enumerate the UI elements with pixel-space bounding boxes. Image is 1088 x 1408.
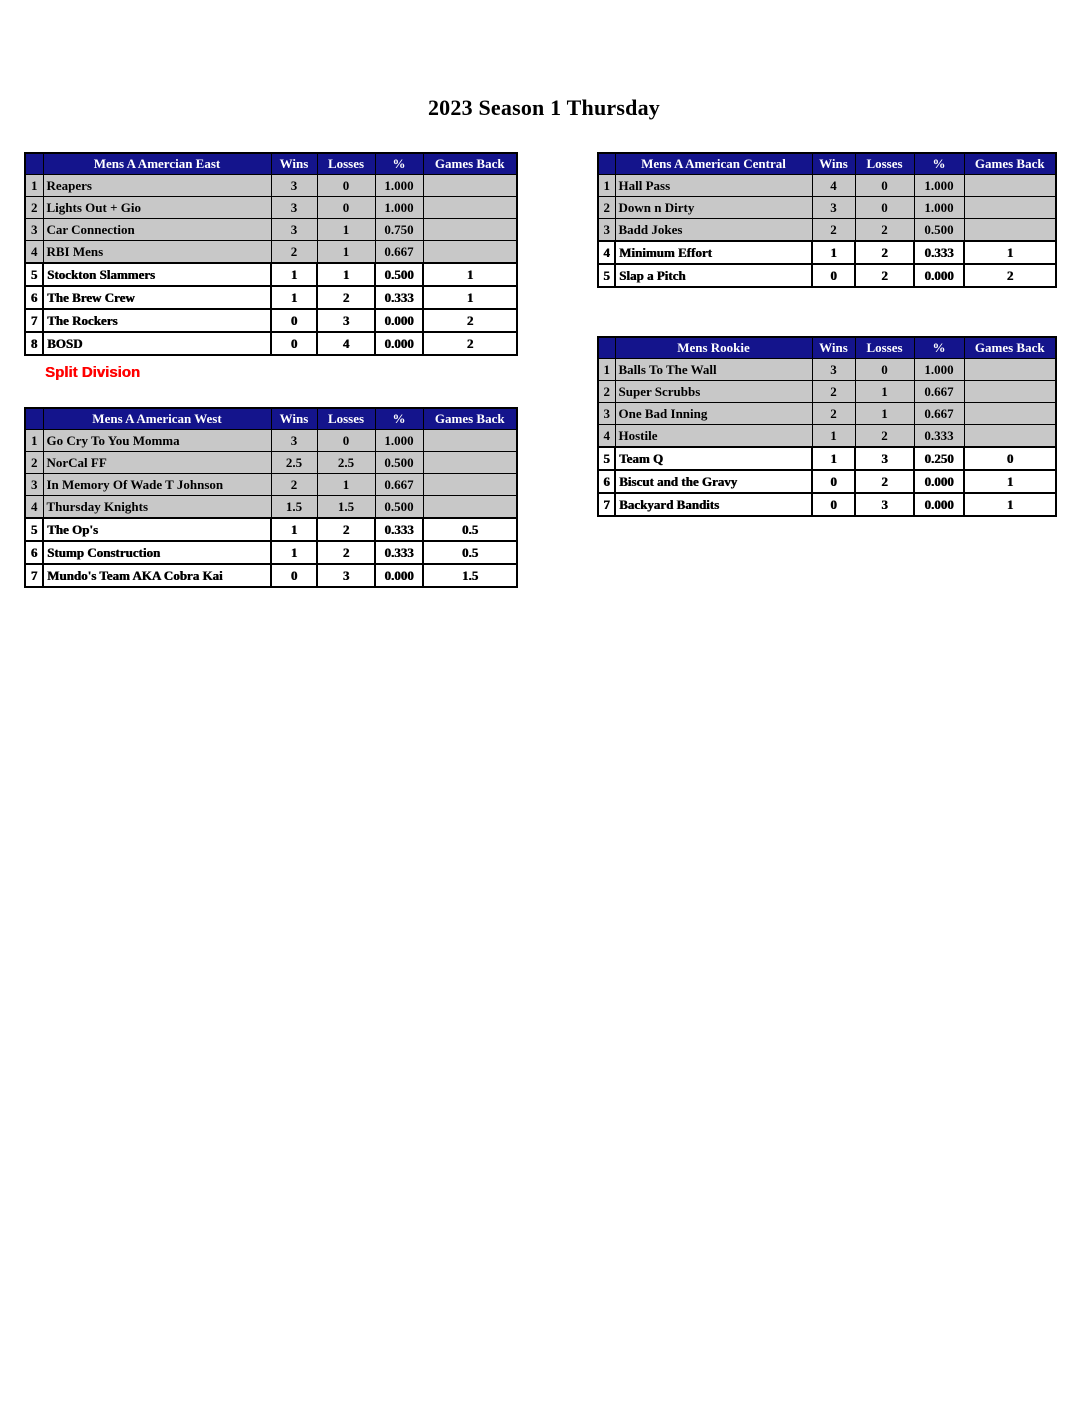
games-back-value — [423, 474, 517, 496]
rank-cell: 2 — [25, 452, 43, 474]
rank-cell: 1 — [25, 430, 43, 452]
losses-value: 1 — [855, 381, 914, 403]
wins-value: 3 — [271, 197, 317, 219]
pct-value: 0.000 — [375, 309, 423, 332]
standings-table-host-central — [597, 152, 1057, 288]
table-row — [598, 470, 1056, 493]
pct-value: 1.000 — [375, 175, 423, 197]
page-title: 2023 Season 1 Thursday — [427, 95, 660, 120]
table-row — [25, 263, 517, 286]
team-name: RBI Mens — [43, 241, 271, 264]
losses-value: 2 — [855, 425, 914, 448]
losses-column-header: Losses — [317, 408, 375, 430]
standings-table-host-east — [24, 152, 518, 356]
losses-value: 1 — [317, 241, 375, 264]
table-row — [25, 332, 517, 355]
pct-column-header: % — [914, 153, 964, 175]
team-name: Super Scrubbs — [615, 381, 812, 403]
pct-value: 0.500 — [375, 452, 423, 474]
table-row — [598, 493, 1056, 516]
wins-value: 0 — [271, 564, 317, 587]
games-back-value: 1 — [964, 241, 1056, 264]
rank-cell: 7 — [25, 564, 43, 587]
pct-value: 1.000 — [375, 430, 423, 452]
table-row — [598, 425, 1056, 448]
games-back-value — [964, 175, 1056, 197]
rank-cell: 2 — [598, 381, 615, 403]
games-back-value: 1.5 — [423, 564, 517, 587]
table-row — [598, 447, 1056, 470]
wins-value: 1 — [271, 263, 317, 286]
pct-value: 0.000 — [914, 470, 964, 493]
games-back-value: 1 — [423, 263, 517, 286]
rank-cell: 5 — [25, 518, 43, 541]
pct-value: 0.500 — [914, 219, 964, 242]
games-back-value: 1 — [964, 470, 1056, 493]
standings-table — [24, 152, 518, 356]
table-row — [25, 309, 517, 332]
games-back-value — [964, 381, 1056, 403]
standings-table — [24, 407, 518, 588]
table-row — [25, 197, 517, 219]
games-back-column-header: Games Back — [964, 337, 1056, 359]
team-name: Team Q — [615, 447, 812, 470]
wins-value: 2.5 — [271, 452, 317, 474]
rank-cell: 6 — [598, 470, 615, 493]
losses-value: 3 — [855, 447, 914, 470]
table-row — [25, 518, 517, 541]
wins-value: 4 — [812, 175, 855, 197]
games-back-value: 1 — [423, 286, 517, 309]
table-title: Mens A American Central — [615, 153, 812, 175]
losses-value: 2 — [855, 219, 914, 242]
games-back-value — [964, 403, 1056, 425]
team-name: Stockton Slammers — [43, 263, 271, 286]
wins-value: 2 — [271, 474, 317, 496]
rank-column-header — [598, 153, 615, 175]
pct-value: 0.250 — [914, 447, 964, 470]
losses-value: 1.5 — [317, 496, 375, 519]
losses-column-header: Losses — [317, 153, 375, 175]
pct-value: 0.750 — [375, 219, 423, 241]
games-back-value — [423, 241, 517, 264]
games-back-value: 2 — [964, 264, 1056, 287]
losses-value: 3 — [855, 493, 914, 516]
pct-value: 0.333 — [914, 241, 964, 264]
games-back-value — [964, 359, 1056, 381]
pct-column-header: % — [914, 337, 964, 359]
wins-column-header: Wins — [271, 408, 317, 430]
table-row — [598, 241, 1056, 264]
pct-value: 0.333 — [914, 425, 964, 448]
games-back-value: 0 — [964, 447, 1056, 470]
losses-value: 2 — [855, 241, 914, 264]
standings-header-row — [598, 153, 1056, 175]
table-row — [598, 403, 1056, 425]
pct-value: 1.000 — [914, 197, 964, 219]
wins-column-header: Wins — [812, 337, 855, 359]
losses-value: 0 — [317, 430, 375, 452]
rank-cell: 1 — [25, 175, 43, 197]
rank-cell: 2 — [25, 197, 43, 219]
losses-value: 1 — [317, 263, 375, 286]
team-name: Backyard Bandits — [615, 493, 812, 516]
split-division-label: Split Division — [45, 364, 141, 381]
games-back-value: 2 — [423, 332, 517, 355]
pct-value: 0.500 — [375, 263, 423, 286]
table-title: Mens A Amercian East — [43, 153, 271, 175]
pct-value: 0.667 — [914, 403, 964, 425]
wins-value: 0 — [271, 309, 317, 332]
games-back-value: 1 — [964, 493, 1056, 516]
standings-table — [597, 336, 1057, 517]
team-name: The Rockers — [43, 309, 271, 332]
wins-value: 1 — [271, 541, 317, 564]
games-back-column-header: Games Back — [964, 153, 1056, 175]
losses-value: 1 — [317, 219, 375, 241]
losses-value: 0 — [855, 359, 914, 381]
team-name: Hostile — [615, 425, 812, 448]
rank-cell: 3 — [598, 219, 615, 242]
losses-value: 2 — [855, 264, 914, 287]
wins-value: 3 — [271, 175, 317, 197]
pct-value: 0.000 — [914, 493, 964, 516]
wins-value: 0 — [812, 493, 855, 516]
pct-value: 0.333 — [375, 518, 423, 541]
pct-value: 0.333 — [375, 541, 423, 564]
team-name: The Brew Crew — [43, 286, 271, 309]
rank-cell: 5 — [598, 264, 615, 287]
wins-value: 3 — [271, 430, 317, 452]
games-back-value: 0.5 — [423, 518, 517, 541]
team-name: Hall Pass — [615, 175, 812, 197]
losses-value: 1 — [317, 474, 375, 496]
pct-value: 0.667 — [914, 381, 964, 403]
rank-column-header — [25, 153, 43, 175]
wins-value: 0 — [812, 264, 855, 287]
team-name: Stump Construction — [43, 541, 271, 564]
wins-value: 3 — [812, 359, 855, 381]
table-row — [25, 564, 517, 587]
losses-value: 1 — [855, 403, 914, 425]
team-name: Balls To The Wall — [615, 359, 812, 381]
games-back-value — [423, 197, 517, 219]
games-back-value — [423, 496, 517, 519]
table-row — [598, 197, 1056, 219]
wins-value: 2 — [271, 241, 317, 264]
table-row — [598, 359, 1056, 381]
table-row — [25, 541, 517, 564]
losses-column-header: Losses — [855, 337, 914, 359]
table-row — [25, 175, 517, 197]
games-back-value — [964, 197, 1056, 219]
wins-value: 2 — [812, 381, 855, 403]
wins-value: 3 — [271, 219, 317, 241]
team-name: Reapers — [43, 175, 271, 197]
wins-value: 1 — [271, 286, 317, 309]
table-row — [598, 219, 1056, 242]
team-name: Down n Dirty — [615, 197, 812, 219]
rank-cell: 6 — [25, 286, 43, 309]
rank-column-header — [25, 408, 43, 430]
pct-value: 0.500 — [375, 496, 423, 519]
wins-value: 0 — [812, 470, 855, 493]
rank-cell: 7 — [25, 309, 43, 332]
pct-value: 0.667 — [375, 474, 423, 496]
rank-cell: 2 — [598, 197, 615, 219]
pct-value: 1.000 — [375, 197, 423, 219]
rank-cell: 1 — [598, 359, 615, 381]
losses-value: 3 — [317, 309, 375, 332]
losses-value: 3 — [317, 564, 375, 587]
standings-table-host-west — [24, 407, 518, 588]
team-name: One Bad Inning — [615, 403, 812, 425]
wins-value: 1 — [271, 518, 317, 541]
rank-column-header — [598, 337, 615, 359]
games-back-value — [423, 452, 517, 474]
table-row — [598, 175, 1056, 197]
wins-column-header: Wins — [812, 153, 855, 175]
rank-cell: 3 — [598, 403, 615, 425]
standings-table-host-rookie — [597, 336, 1057, 517]
games-back-column-header: Games Back — [423, 408, 517, 430]
games-back-column-header: Games Back — [423, 153, 517, 175]
rank-cell: 3 — [25, 474, 43, 496]
losses-value: 2 — [855, 470, 914, 493]
wins-value: 1 — [812, 425, 855, 448]
losses-value: 4 — [317, 332, 375, 355]
losses-value: 0 — [855, 175, 914, 197]
standings-table — [597, 152, 1057, 288]
table-row — [598, 381, 1056, 403]
wins-value: 0 — [271, 332, 317, 355]
rank-cell: 4 — [598, 241, 615, 264]
rank-cell: 4 — [25, 496, 43, 519]
table-row — [25, 286, 517, 309]
losses-column-header: Losses — [855, 153, 914, 175]
team-name: Car Connection — [43, 219, 271, 241]
wins-value: 2 — [812, 219, 855, 242]
pct-value: 1.000 — [914, 359, 964, 381]
losses-value: 2 — [317, 541, 375, 564]
wins-value: 3 — [812, 197, 855, 219]
team-name: Minimum Effort — [615, 241, 812, 264]
team-name: Thursday Knights — [43, 496, 271, 519]
wins-value: 2 — [812, 403, 855, 425]
losses-value: 2 — [317, 286, 375, 309]
standings-header-row — [598, 337, 1056, 359]
pct-column-header: % — [375, 153, 423, 175]
team-name: Mundo's Team AKA Cobra Kai — [43, 564, 271, 587]
wins-value: 1.5 — [271, 496, 317, 519]
rank-cell: 6 — [25, 541, 43, 564]
losses-value: 0 — [855, 197, 914, 219]
table-row — [598, 264, 1056, 287]
pct-column-header: % — [375, 408, 423, 430]
team-name: BOSD — [43, 332, 271, 355]
losses-value: 0 — [317, 175, 375, 197]
standings-header-row — [25, 408, 517, 430]
pct-value: 0.000 — [914, 264, 964, 287]
losses-value: 0 — [317, 197, 375, 219]
table-row — [25, 430, 517, 452]
rank-cell: 4 — [598, 425, 615, 448]
games-back-value — [964, 219, 1056, 242]
team-name: In Memory Of Wade T Johnson — [43, 474, 271, 496]
games-back-value: 2 — [423, 309, 517, 332]
wins-value: 1 — [812, 447, 855, 470]
table-title: Mens A American West — [43, 408, 271, 430]
team-name: Slap a Pitch — [615, 264, 812, 287]
pct-value: 0.000 — [375, 564, 423, 587]
team-name: Go Cry To You Momma — [43, 430, 271, 452]
rank-cell: 5 — [598, 447, 615, 470]
table-row — [25, 219, 517, 241]
rank-cell: 1 — [598, 175, 615, 197]
games-back-value — [964, 425, 1056, 448]
pct-value: 0.333 — [375, 286, 423, 309]
team-name: Badd Jokes — [615, 219, 812, 242]
rank-cell: 7 — [598, 493, 615, 516]
table-row — [25, 474, 517, 496]
team-name: Lights Out + Gio — [43, 197, 271, 219]
table-row — [25, 452, 517, 474]
standings-header-row — [25, 153, 517, 175]
games-back-value: 0.5 — [423, 541, 517, 564]
wins-column-header: Wins — [271, 153, 317, 175]
rank-cell: 8 — [25, 332, 43, 355]
team-name: The Op's — [43, 518, 271, 541]
pct-value: 1.000 — [914, 175, 964, 197]
pct-value: 0.667 — [375, 241, 423, 264]
games-back-value — [423, 430, 517, 452]
games-back-value — [423, 175, 517, 197]
table-row — [25, 496, 517, 519]
rank-cell: 4 — [25, 241, 43, 264]
team-name: NorCal FF — [43, 452, 271, 474]
rank-cell: 5 — [25, 263, 43, 286]
wins-value: 1 — [812, 241, 855, 264]
team-name: Biscut and the Gravy — [615, 470, 812, 493]
losses-value: 2.5 — [317, 452, 375, 474]
table-row — [25, 241, 517, 264]
table-title: Mens Rookie — [615, 337, 812, 359]
games-back-value — [423, 219, 517, 241]
pct-value: 0.000 — [375, 332, 423, 355]
losses-value: 2 — [317, 518, 375, 541]
rank-cell: 3 — [25, 219, 43, 241]
